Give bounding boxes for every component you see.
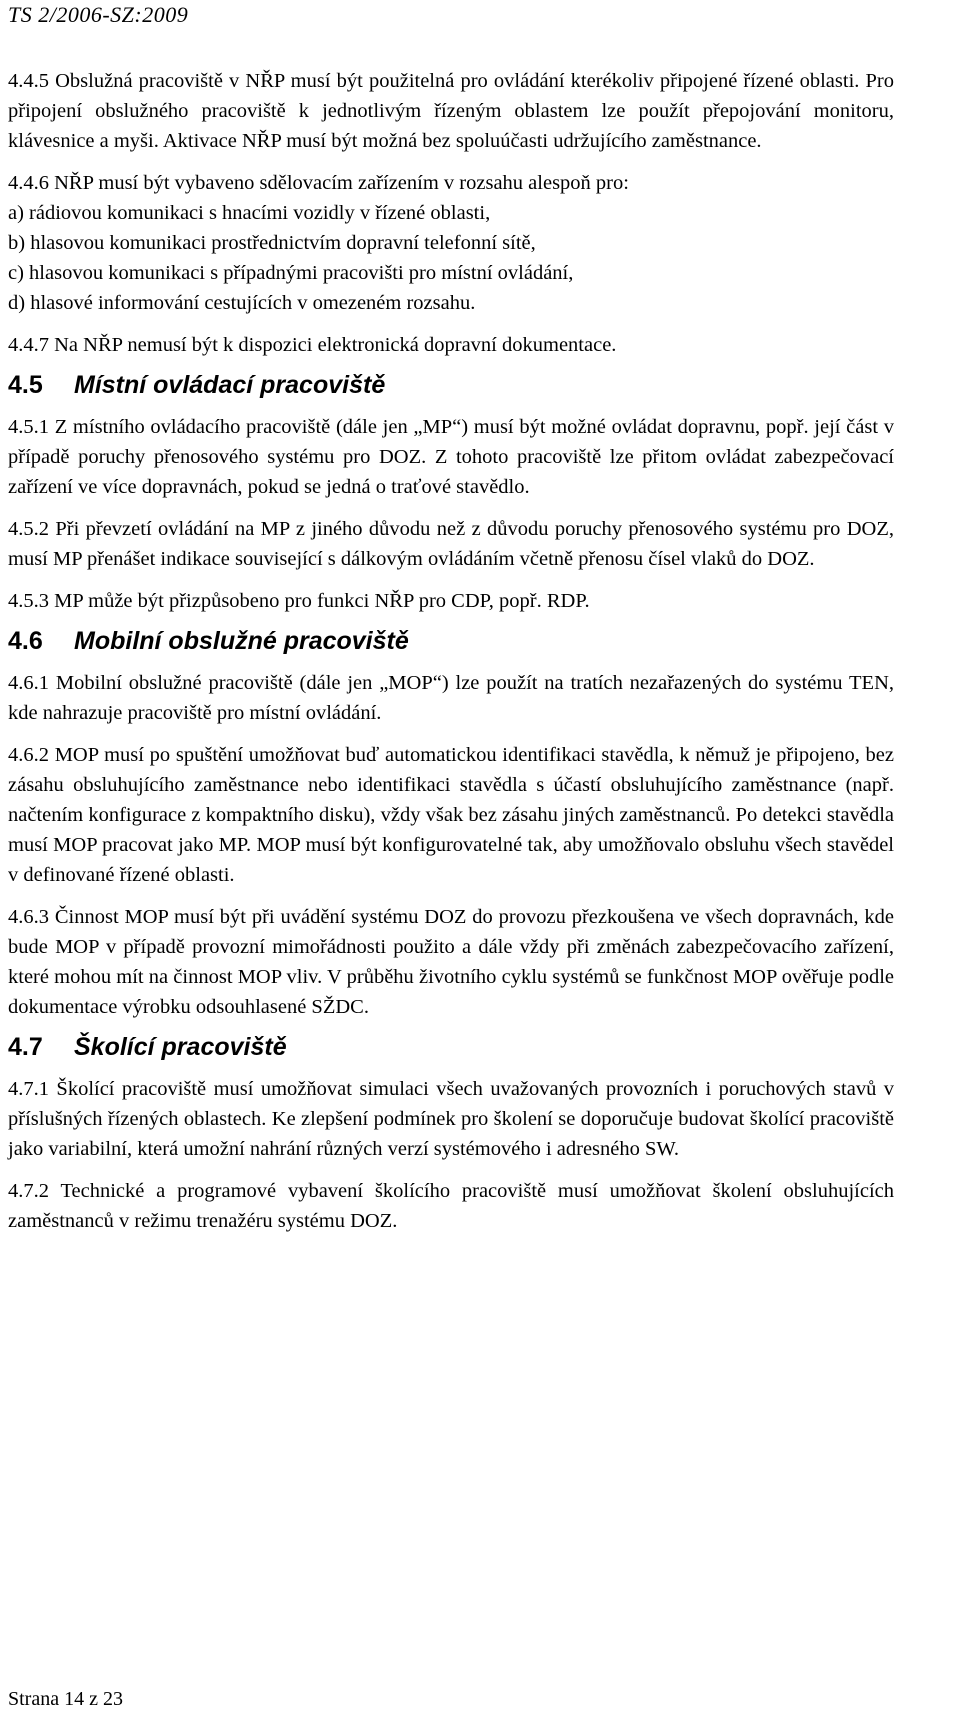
paragraph-4-6-1: 4.6.1 Mobilní obslužné pracoviště (dále jen „MOP“) lze použít na tratích nezařazených do systému TEN, kde nahrazuje pracoviště pro místní ovládání. — [8, 672, 894, 724]
paragraph-4-5-1: 4.5.1 Z místního ovládacího pracoviště (dále jen „MP“) musí být možné ovládat dopravnu, popř. její část v případě poruchy přenosového systému pro DOZ. Z tohoto pracoviště lze přitom ovládat zabezpečovací zařízení ve více dopravnách, pokud se jedná o traťové stavědlo. — [8, 416, 894, 498]
list-item: d) hlasové informování cestujících v omezeném rozsahu. — [8, 292, 476, 314]
page-number: Strana 14 z 23 — [8, 1688, 123, 1710]
equipment-list — [8, 198, 894, 318]
list-item: c) hlasovou komunikaci s případnými pracovišti pro místní ovládání, — [8, 262, 574, 284]
paragraph-4-5-2: 4.5.2 Při převzetí ovládání na MP z jiného důvodu než z důvodu poruchy přenosového systému pro DOZ, musí MP přenášet indikace související s dálkovým ovládáním včetně přenosu čísel vlaků do DOZ. — [8, 518, 894, 570]
paragraph-4-4-7: 4.4.7 Na NŘP nemusí být k dispozici elektronická dopravní dokumentace. — [8, 334, 617, 356]
paragraph-4-4-6-intro: 4.4.6 NŘP musí být vybaveno sdělovacím zařízením v rozsahu alespoň pro: — [8, 172, 629, 194]
paragraph-4-4-6 — [8, 168, 894, 318]
section-heading-4-5 — [8, 364, 894, 406]
section-number: 4.7 — [8, 1033, 43, 1061]
paragraph-4-7-1: 4.7.1 Školící pracoviště musí umožňovat simulaci všech uvažovaných provozních i poruchových stavů v příslušných řízených oblastech. Ke zlepšení podmínek pro školení se doporučuje budovat školící pracoviště jako variabilní, která umožní nahrání různých verzí systémového i adresného SW. — [8, 1078, 894, 1160]
document-body — [0, 66, 894, 1236]
paragraph-4-6-3: 4.6.3 Činnost MOP musí být při uvádění systému DOZ do provozu přezkoušena ve všech dopravnách, kde bude MOP v případě provozní mimořádnosti použito a dále vždy při změnách zabezpečovacího zařízení, které mohou mít na činnost MOP vliv. V průběhu životního cyklu systémů se funkčnost MOP ověřuje podle dokumentace výrobku odsouhlasené SŽDC. — [8, 906, 894, 1018]
paragraph-4-6-2: 4.6.2 MOP musí po spuštění umožňovat buď automatickou identifikaci stavědla, k němuž je připojeno, bez zásahu obsluhujícího zaměstnance nebo identifikaci stavědla s účastí obsluhujícího zaměstnance (např. načtením konfigurace z kompaktního disku), vždy však bez zásahu jiných zaměstnanců. Po detekci stavědla musí MOP pracovat jako MP. MOP musí být konfigurovatelné tak, aby umožňovalo obsluhu všech stavědel v definované řízené oblasti. — [8, 744, 894, 886]
section-number: 4.5 — [8, 371, 43, 399]
section-title: Místní ovládací pracoviště — [74, 371, 386, 399]
document-header: TS 2/2006-SZ:2009 — [8, 2, 189, 27]
section-number: 4.6 — [8, 627, 43, 655]
paragraph-4-5-3: 4.5.3 MP může být přizpůsobeno pro funkci NŘP pro CDP, popř. RDP. — [8, 590, 590, 612]
paragraph-4-7-2: 4.7.2 Technické a programové vybavení školícího pracoviště musí umožňovat školení obsluhujících zaměstnanců v režimu trenažéru systému DOZ. — [8, 1180, 894, 1232]
section-title: Mobilní obslužné pracoviště — [74, 627, 409, 655]
list-item: a) rádiovou komunikaci s hnacími vozidly v řízené oblasti, — [8, 202, 491, 224]
section-heading-4-6 — [8, 620, 894, 662]
paragraph-4-4-5: 4.4.5 Obslužná pracoviště v NŘP musí být použitelná pro ovládání kterékoliv připojené řízené oblasti. Pro připojení obslužného pracoviště k jednotlivým řízeným oblastem lze použít přepojování monitoru, klávesnice a myši. Aktivace NŘP musí být možná bez spoluúčasti udržujícího zaměstnance. — [8, 70, 894, 152]
section-heading-4-7 — [8, 1026, 894, 1068]
section-title: Školící pracoviště — [74, 1033, 287, 1061]
list-item: b) hlasovou komunikaci prostřednictvím dopravní telefonní sítě, — [8, 232, 536, 254]
